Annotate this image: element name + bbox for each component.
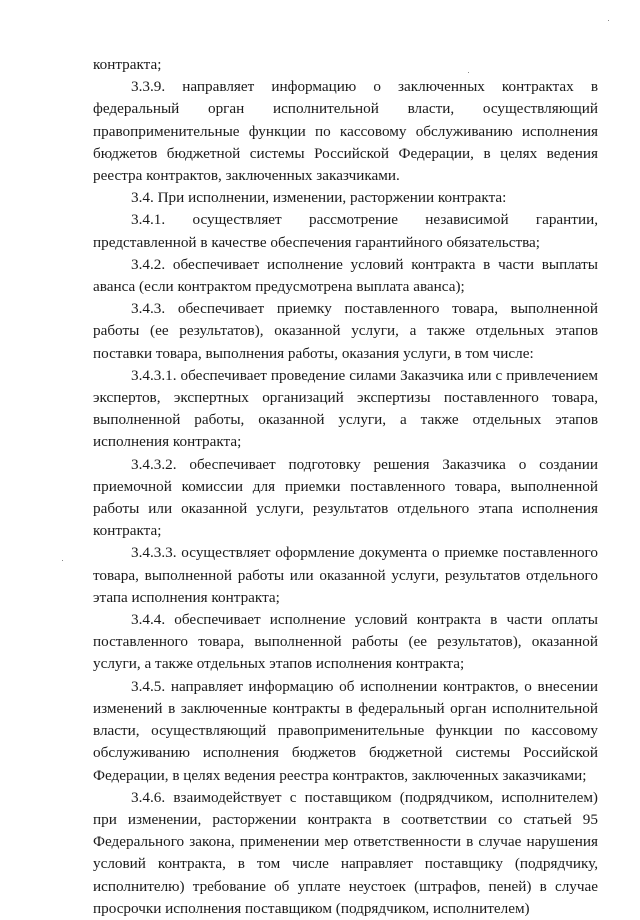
paragraph-3-4-3-3: 3.4.3.3. осуществляет оформление документа о приемке поставленного товара, выполненной работы или оказанной услуги, результатов отдельного этапа исполнения контракта; [93,544,598,606]
paragraph-3-4: 3.4. При исполнении, изменении, расторжении контракта: [131,189,507,207]
scan-speck [608,20,609,21]
scan-speck [62,560,63,561]
paragraph-3-4-3: 3.4.3. обеспечивает приемку поставленного товара, выполненной работы (ее результатов), оказанной услуги, а также отдельных этапов поставки товара, выполнения работы, оказания услуги, в том числе: [93,300,598,362]
paragraph-3-4-5: 3.4.5. направляет информацию об исполнении контрактов, о внесении изменений в заключенные контракты в федеральный орган исполнительной власти, осуществляющий правоприменительные функции по кассовому обслуживанию исполнения бюджетов бюджетной системы Российской Федерации, в целях ведения реестра контрактов, заключенных заказчиками; [93,677,598,784]
paragraph-continuation: контракта; [93,56,162,73]
paragraph-3-3-9: 3.3.9. направляет информацию о заключенных контрактах в федеральный орган исполнительной власти, осуществляющий правоприменительные функции по кассовому обслуживанию исполнения бюджетов бюджетной системы Российской Федерации, в целях ведения реестра контрактов, заключенных заказчиками. [93,78,598,185]
document-body [93,54,598,920]
paragraph-3-4-1: 3.4.1. осуществляет рассмотрение независимой гарантии, представленной в качестве обеспечения гарантийного обязательства; [93,211,598,251]
scan-speck [468,72,469,73]
paragraph-3-4-2: 3.4.2. обеспечивает исполнение условий контракта в части выплаты аванса (если контрактом предусмотрена выплата аванса); [93,255,598,296]
paragraph-3-4-3-1: 3.4.3.1. обеспечивает проведение силами Заказчика или с привлечением экспертов, экспертных организаций экспертизы поставленного товара, выполненной работы, оказанной услуги, а также отдельных этапов исполнения контракта; [93,366,598,451]
paragraph-3-4-4: 3.4.4. обеспечивает исполнение условий контракта в части оплаты поставленного товара, выполненной работы (ее результатов), оказанной услуги, а также отдельных этапов исполнения контракта; [93,611,598,673]
paragraph-3-4-3-2: 3.4.3.2. обеспечивает подготовку решения Заказчика о создании приемочной комиссии для приемки поставленного товара, выполненной работы или оказанной услуги, результатов отдельного этапа исполнения контракта; [93,455,598,540]
paragraph-3-4-6: 3.4.6. взаимодействует с поставщиком (подрядчиком, исполнителем) при изменении, расторжении контракта в соответствии со статьей 95 Федерального закона, применении мер ответственности в случае нарушения условий контракта, в том числе направляет поставщику (подрядчику, исполнителю) требование об уплате неустоек (штрафов, пеней) в случае просрочки исполнения поставщиком (подрядчиком, исполнителем) [93,788,598,917]
